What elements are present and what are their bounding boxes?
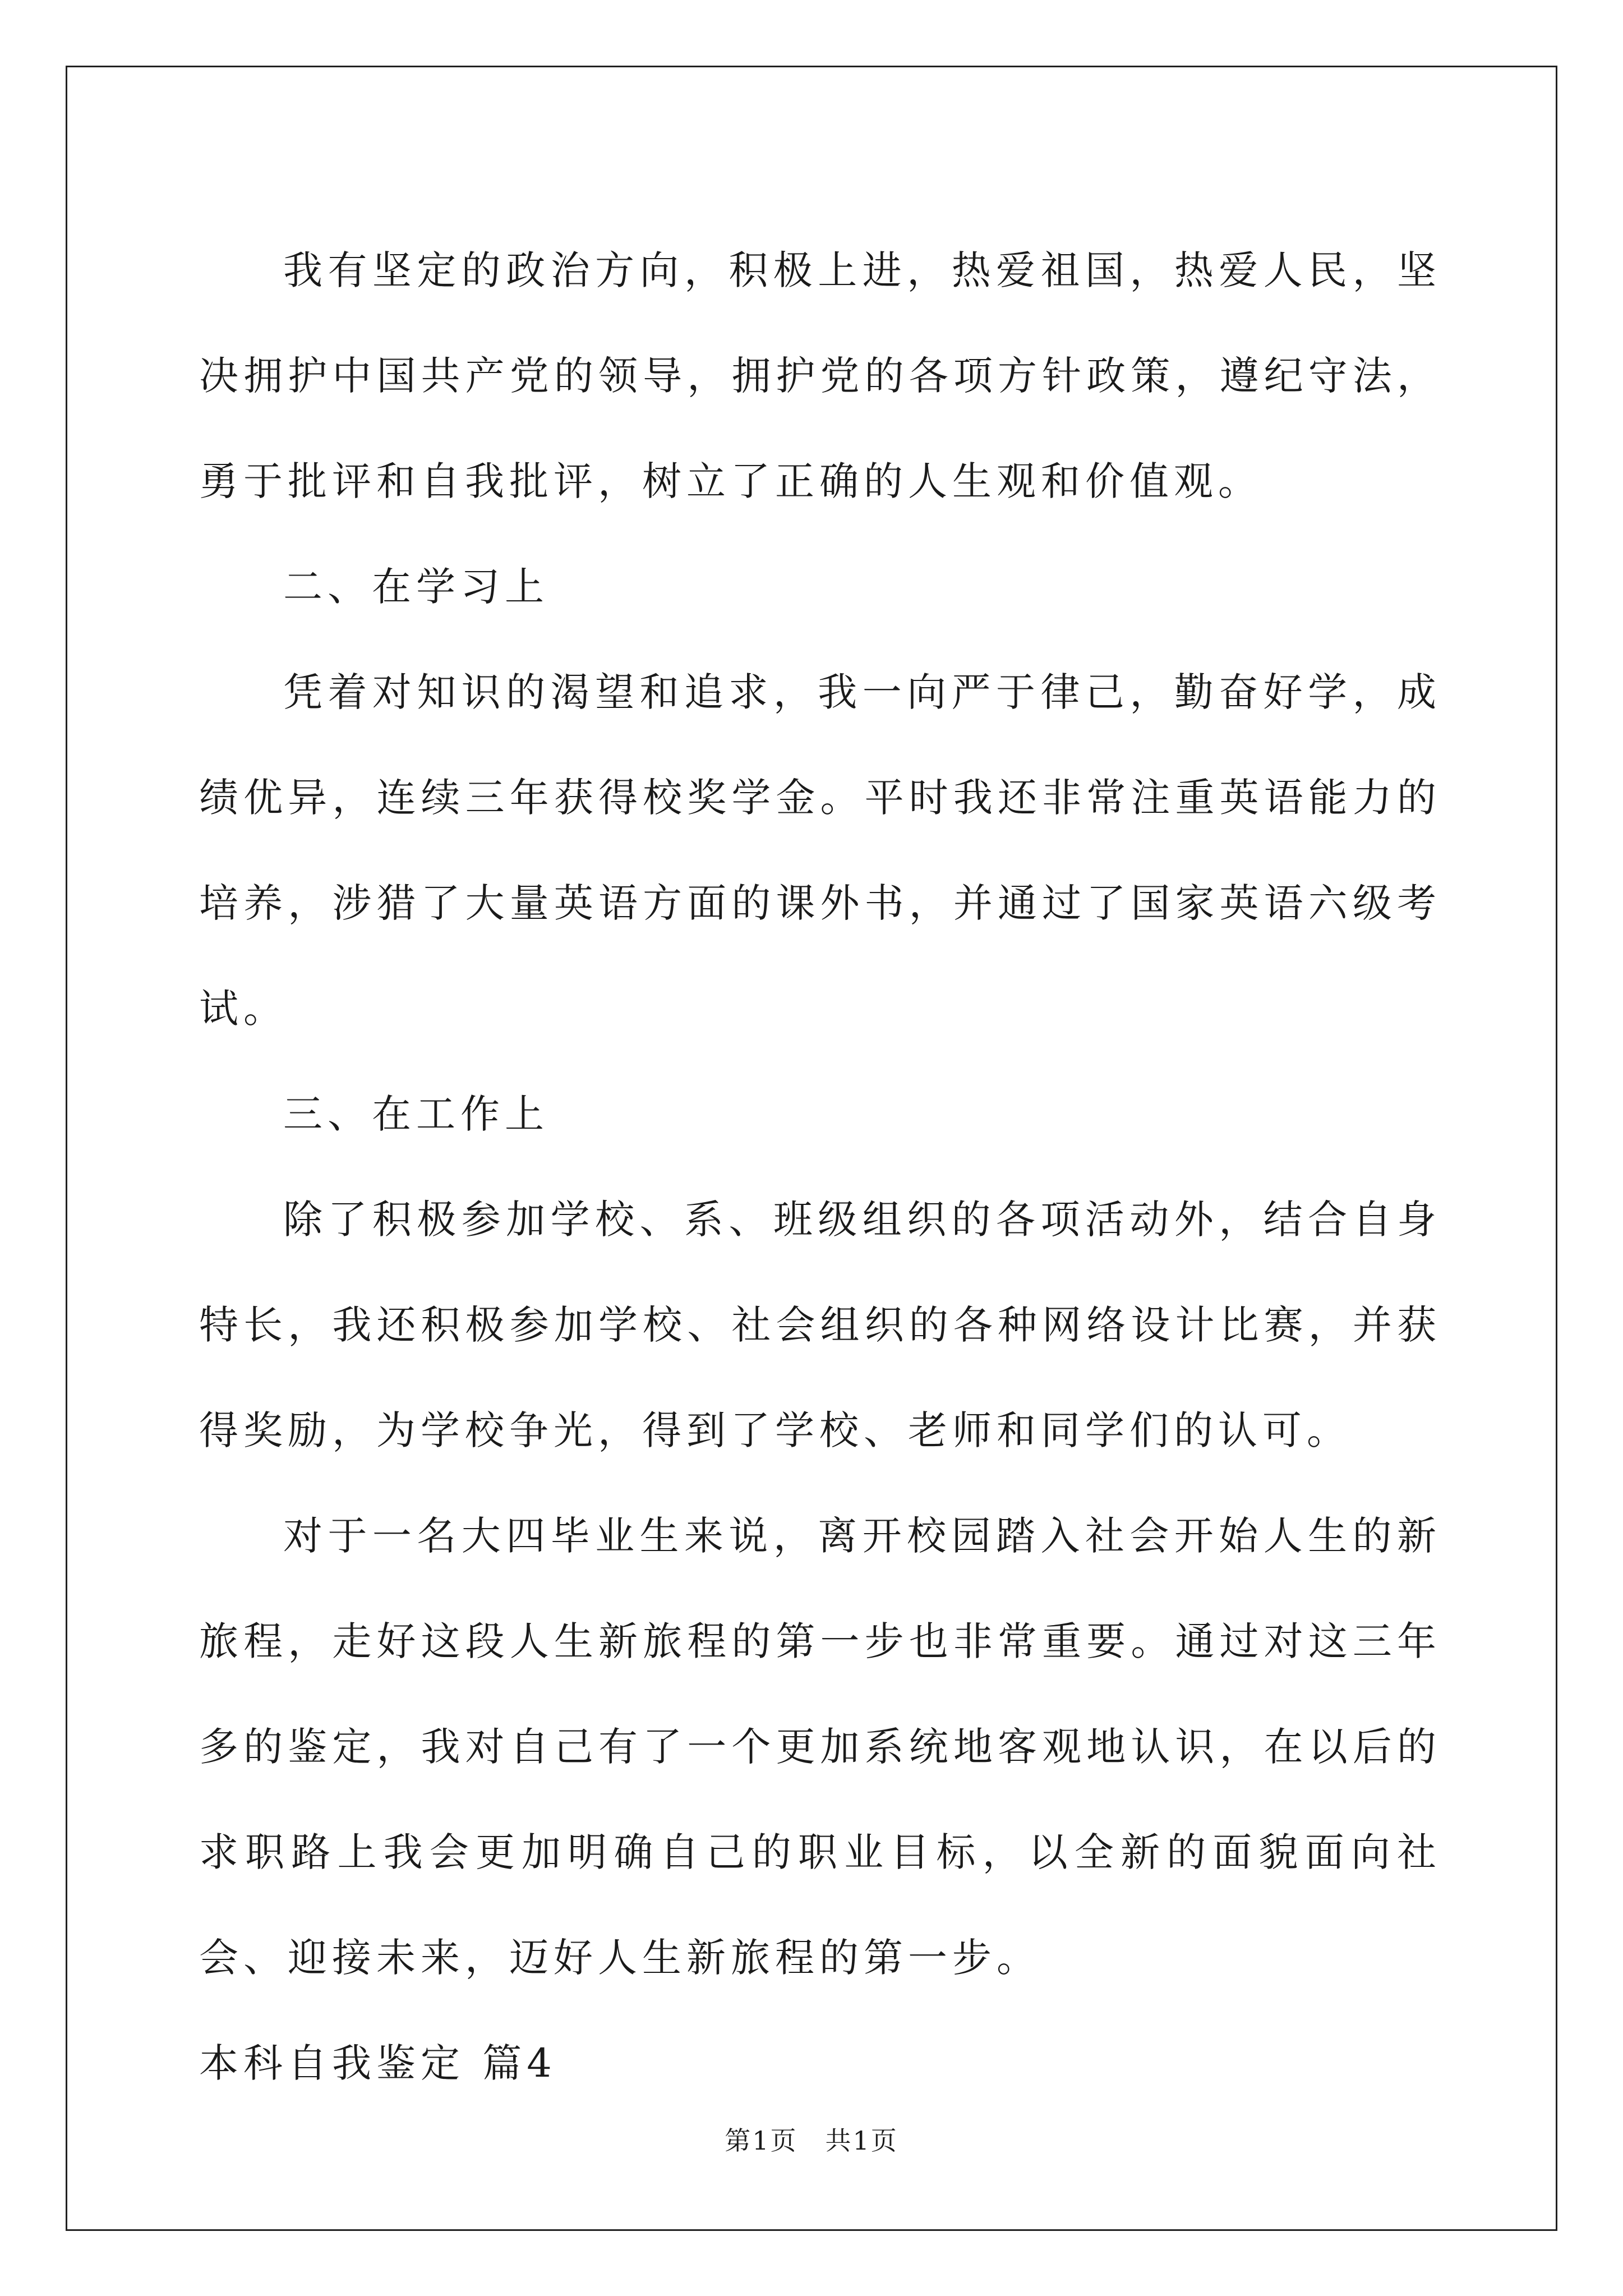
subheading-study: 二、在学习上 [283, 564, 549, 610]
paragraph-conclusion: 对于一名大四毕业生来说，离开校园踏入社会开始人生的新旅程，走好这段人生新旅程的第一步也非常重要。通过对这三年多的鉴定，我对自己有了一个更加系统地客观地认识，在以后的求职路上我会更加明确自己的职业目标，以全新的面貌面向社会、迎接未来，迈好人生新旅程的第一步。 [199, 1513, 1441, 1981]
section-heading: 本科自我鉴定 篇4 [199, 2040, 557, 2086]
page-footer: 第1页 共1页 [725, 2125, 898, 2156]
document-body [199, 218, 1441, 2116]
paragraph-study: 凭着对知识的渴望和追求，我一向严于律己，勤奋好学，成绩优异，连续三年获得校奖学金。平时我还非常注重英语能力的培养，涉猎了大量英语方面的课外书，并通过了国家英语六级考试。 [199, 669, 1441, 1032]
paragraph-work: 除了积极参加学校、系、班级组织的各项活动外，结合自身特长，我还积极参加学校、社会组织的各种网络设计比赛，并获得奖励，为学校争光，得到了学校、老师和同学们的认可。 [199, 1197, 1441, 1453]
paragraph-political: 我有坚定的政治方向，积极上进，热爱祖国，热爱人民，坚决拥护中国共产党的领导，拥护党的各项方针政策，遵纪守法，勇于批评和自我批评，树立了正确的人生观和价值观。 [199, 247, 1441, 504]
subheading-work: 三、在工作上 [283, 1091, 549, 1137]
